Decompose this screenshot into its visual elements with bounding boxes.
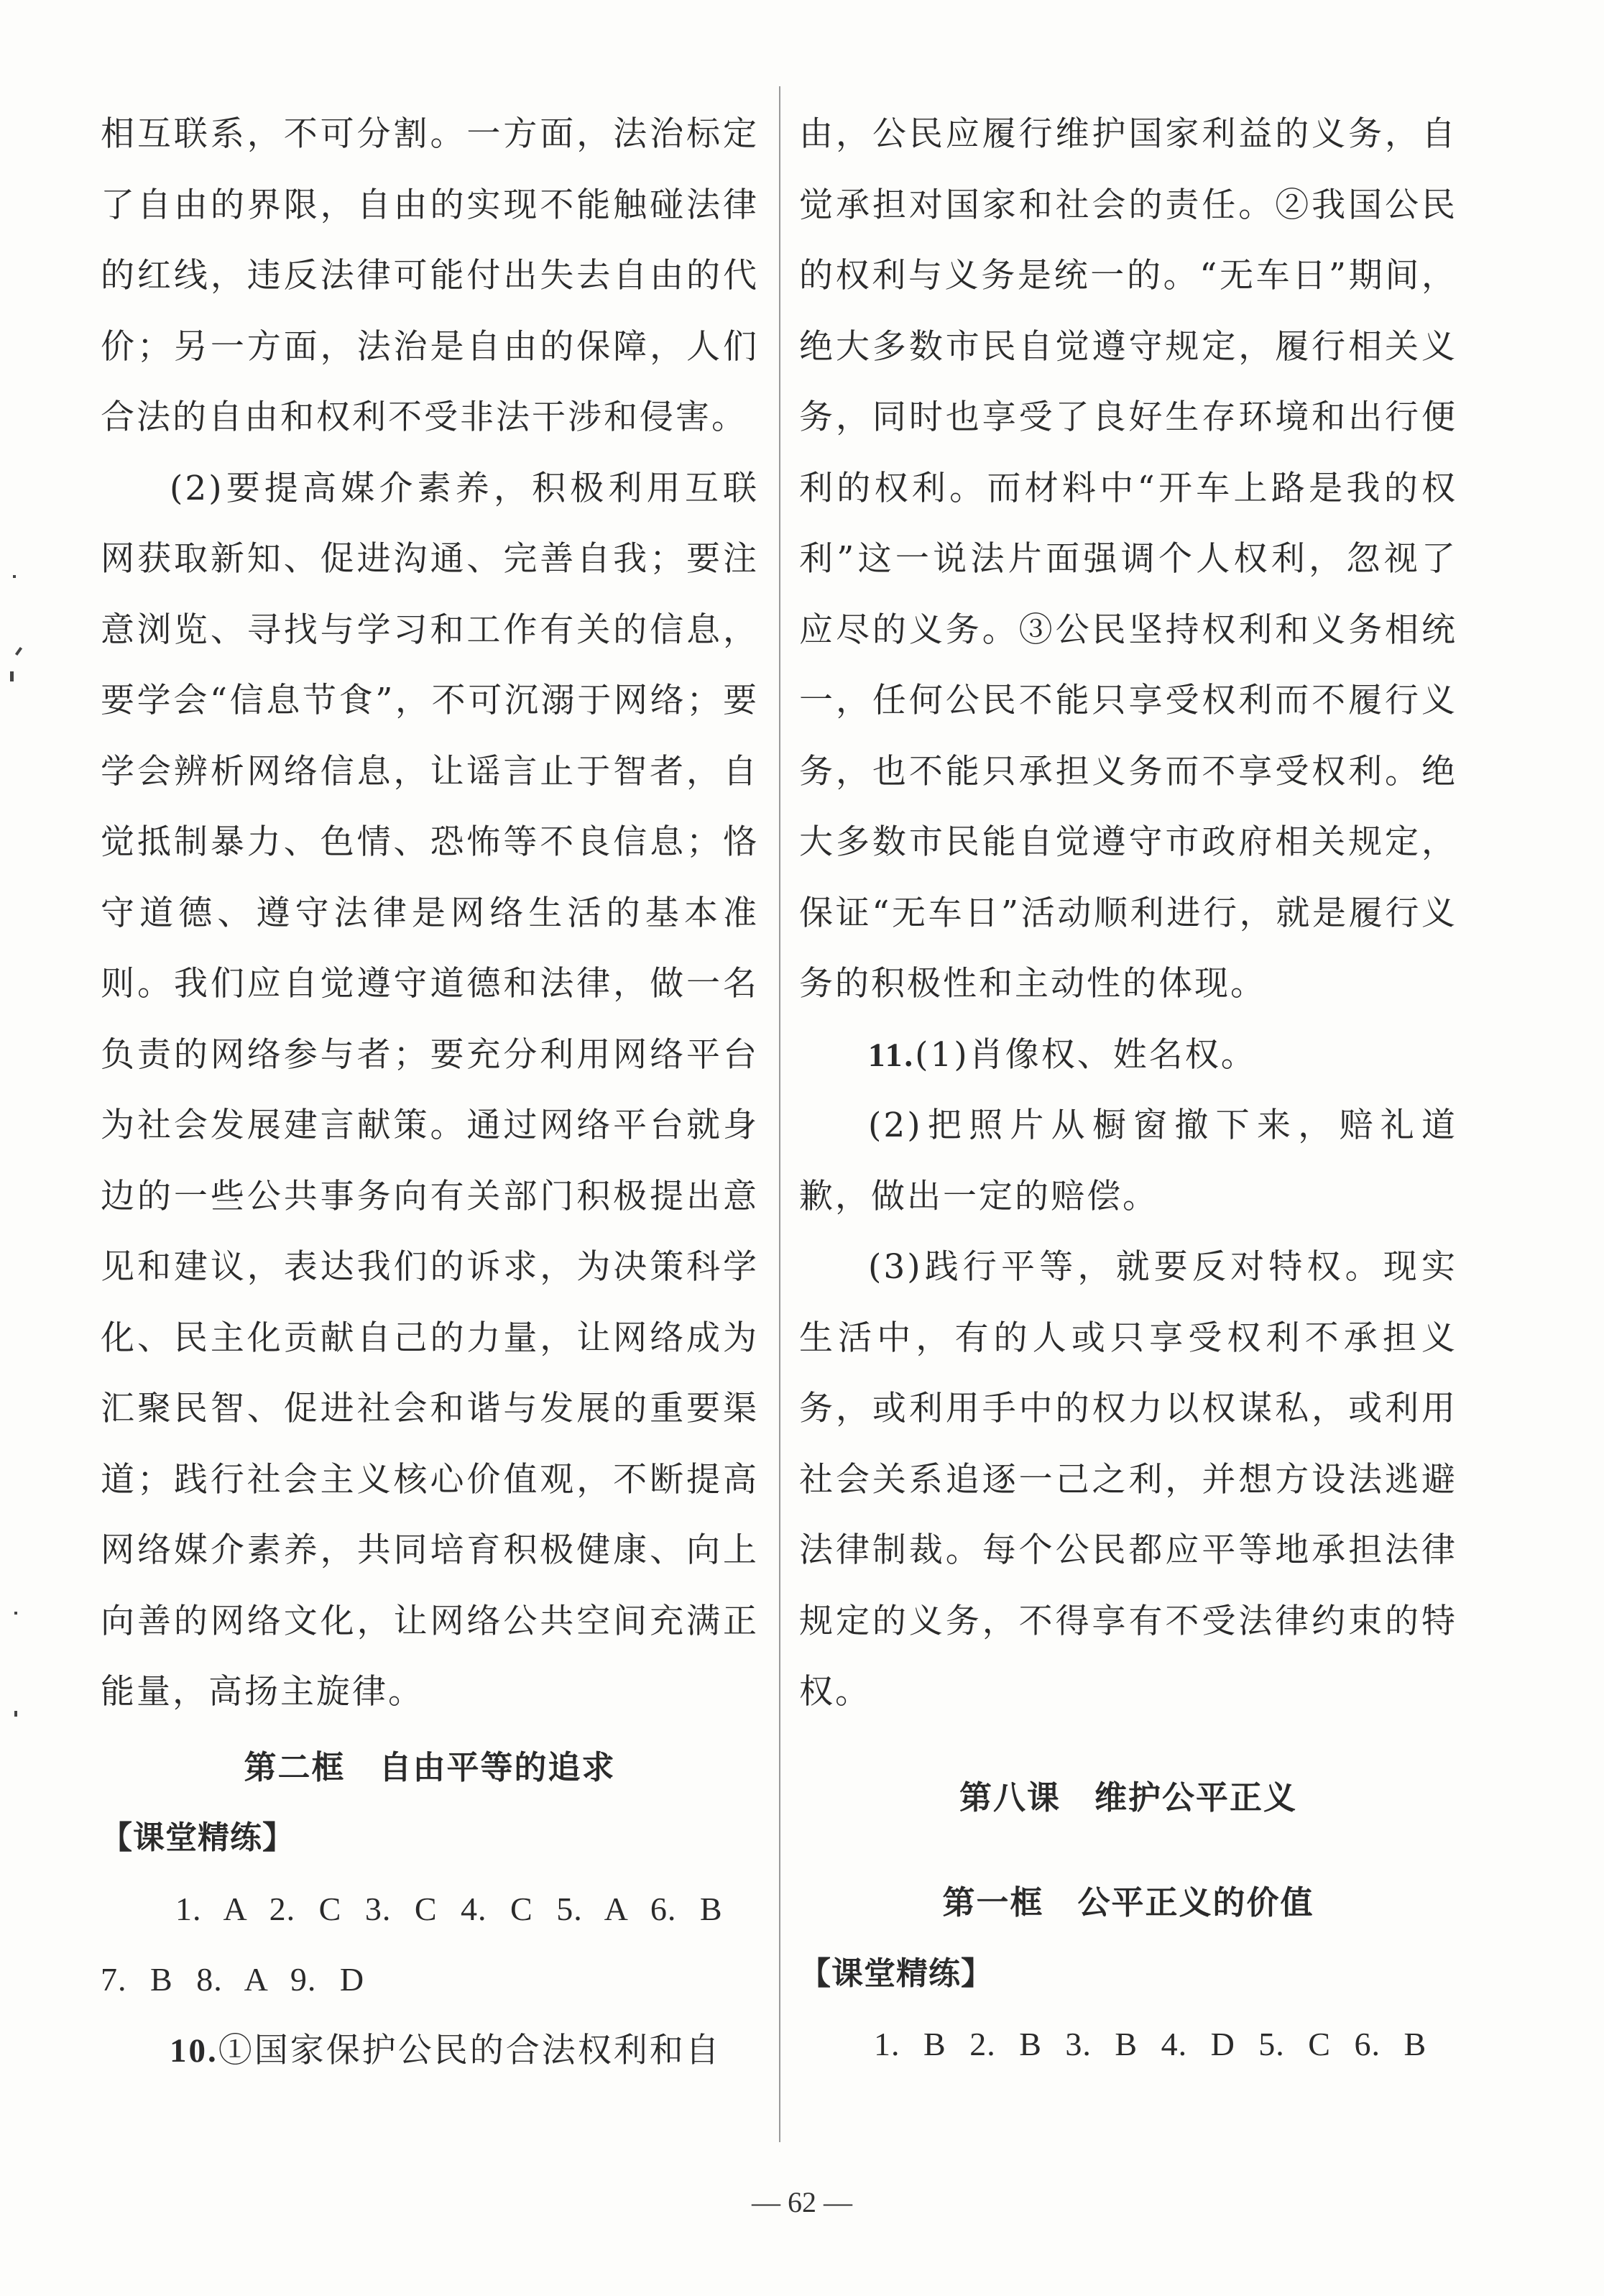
answer-item: 7. B	[101, 1961, 173, 1998]
question-11-part-2: (2)把照片从橱窗撤下来，赔礼道歉，做出一定的赔偿。	[799, 1106, 1457, 1216]
question-text: (1)肖像权、姓名权。	[915, 1034, 1257, 1075]
answer-item: 6. B	[650, 1890, 723, 1927]
answer-item: 8. A	[196, 1961, 267, 1998]
right-paragraph-1: 由，公民应履行维护国家利益的义务，自觉承担对国家和社会的责任。②我国公民的权利与义务是统一的。“无车日”期间，绝大多数市民自觉遵守规定，履行相关义务，同时也享受了良好生存环境和出行便利的权利。而材料中“开车上路是我的权利”这一说法片面强调个人权利，忽视了应尽的义务。③公民坚持权利和义务相统一，任何公民不能只享受权利而不履行义务，也不能只承担义务而不享受权利。绝大多数市民能自觉遵守市政府相关规定，保证“无车日”活动顺利进行，就是履行义务的积极性和主动性的体现。	[799, 114, 1457, 1004]
answer-item: 9. D	[290, 1961, 365, 1998]
answer-item: 2. B	[969, 2026, 1042, 2062]
left-paragraph-2: (2)要提高媒介素养，积极利用互联网获取新知、促进沟通、完善自我；要注意浏览、寻找与学习和工作有关的信息，要学会“信息节食”，不可沉溺于网络；要学会辨析网络信息，让谣言止于智者，自觉抵制暴力、色情、恐怖等不良信息；恪守道德、遵守法律是网络生活的基本准则。我们应自觉遵守道德和法律，做一名负责的网络参与者；要充分利用网络平台为社会发展建言献策。通过网络平台就身边的一些公共事务向有关部门积极提出意见和建议，表达我们的诉求，为决策科学化、民主化贡献自己的力量，让网络成为汇聚民智、促进社会和谐与发展的重要渠道；践行社会主义核心价值观，不断提高网络媒介素养，共同培育积极健康、向上向善的网络文化，让网络公共空间充满正能量，高扬主旋律。	[101, 468, 759, 1712]
answer-item: 3. C	[364, 1890, 438, 1927]
frame-heading: 第二框 自由平等的追求	[244, 1748, 616, 1786]
scan-mark	[15, 647, 22, 656]
scan-mark	[13, 575, 16, 578]
answer-item: 1. B	[874, 2026, 946, 2062]
section-label: 【课堂精练】	[799, 1955, 993, 1992]
left-paragraph-1: 相互联系，不可分割。一方面，法治标定了自由的界限，自由的实现不能触碰法律的红线，违反法律可能付出失去自由的代价；另一方面，法治是自由的保障，人们合法的自由和权利不受非法干涉和侵害。	[101, 114, 759, 437]
answer-item: 5. A	[556, 1890, 627, 1927]
section-label: 【课堂精练】	[101, 1819, 295, 1856]
answers-line	[101, 1944, 759, 2016]
answer-item: 6. B	[1354, 2026, 1427, 2062]
answers-line	[101, 1874, 759, 1945]
page-number: — 62 —	[752, 2186, 852, 2218]
question-10	[101, 2016, 759, 2087]
scan-mark	[14, 1711, 17, 1717]
left-column	[101, 99, 759, 2086]
question-11-part-3: (3)践行平等，就要反对特权。现实生活中，有的人或只享受权利不承担义务，或利用手中的权力以权谋私，或利用社会关系追逐一己之利，并想方设法逃避法律制裁。每个公民都应平等地承担法律规定的义务，不得享有不受法律约束的特权。	[799, 1247, 1457, 1712]
question-11	[799, 1020, 1457, 1091]
answer-item: 5. C	[1258, 2026, 1331, 2062]
scan-mark	[10, 671, 14, 681]
scan-mark	[14, 1612, 17, 1615]
frame-heading: 第一框 公平正义的价值	[942, 1883, 1314, 1921]
question-text: ①国家保护公民的合法权利和自	[218, 2030, 722, 2070]
answer-item: 4. D	[1161, 2026, 1235, 2062]
column-divider	[779, 86, 780, 2142]
right-column	[799, 99, 1457, 2080]
lesson-heading: 第八课 维护公平正义	[959, 1778, 1297, 1817]
question-number: 11.	[868, 1036, 916, 1074]
answer-item: 2. C	[269, 1890, 342, 1927]
question-number: 10.	[170, 2031, 218, 2070]
answer-item: 4. C	[461, 1890, 533, 1927]
answer-item: 1. A	[175, 1890, 246, 1927]
answer-item: 3. B	[1065, 2026, 1138, 2062]
answers-line	[799, 2009, 1457, 2080]
